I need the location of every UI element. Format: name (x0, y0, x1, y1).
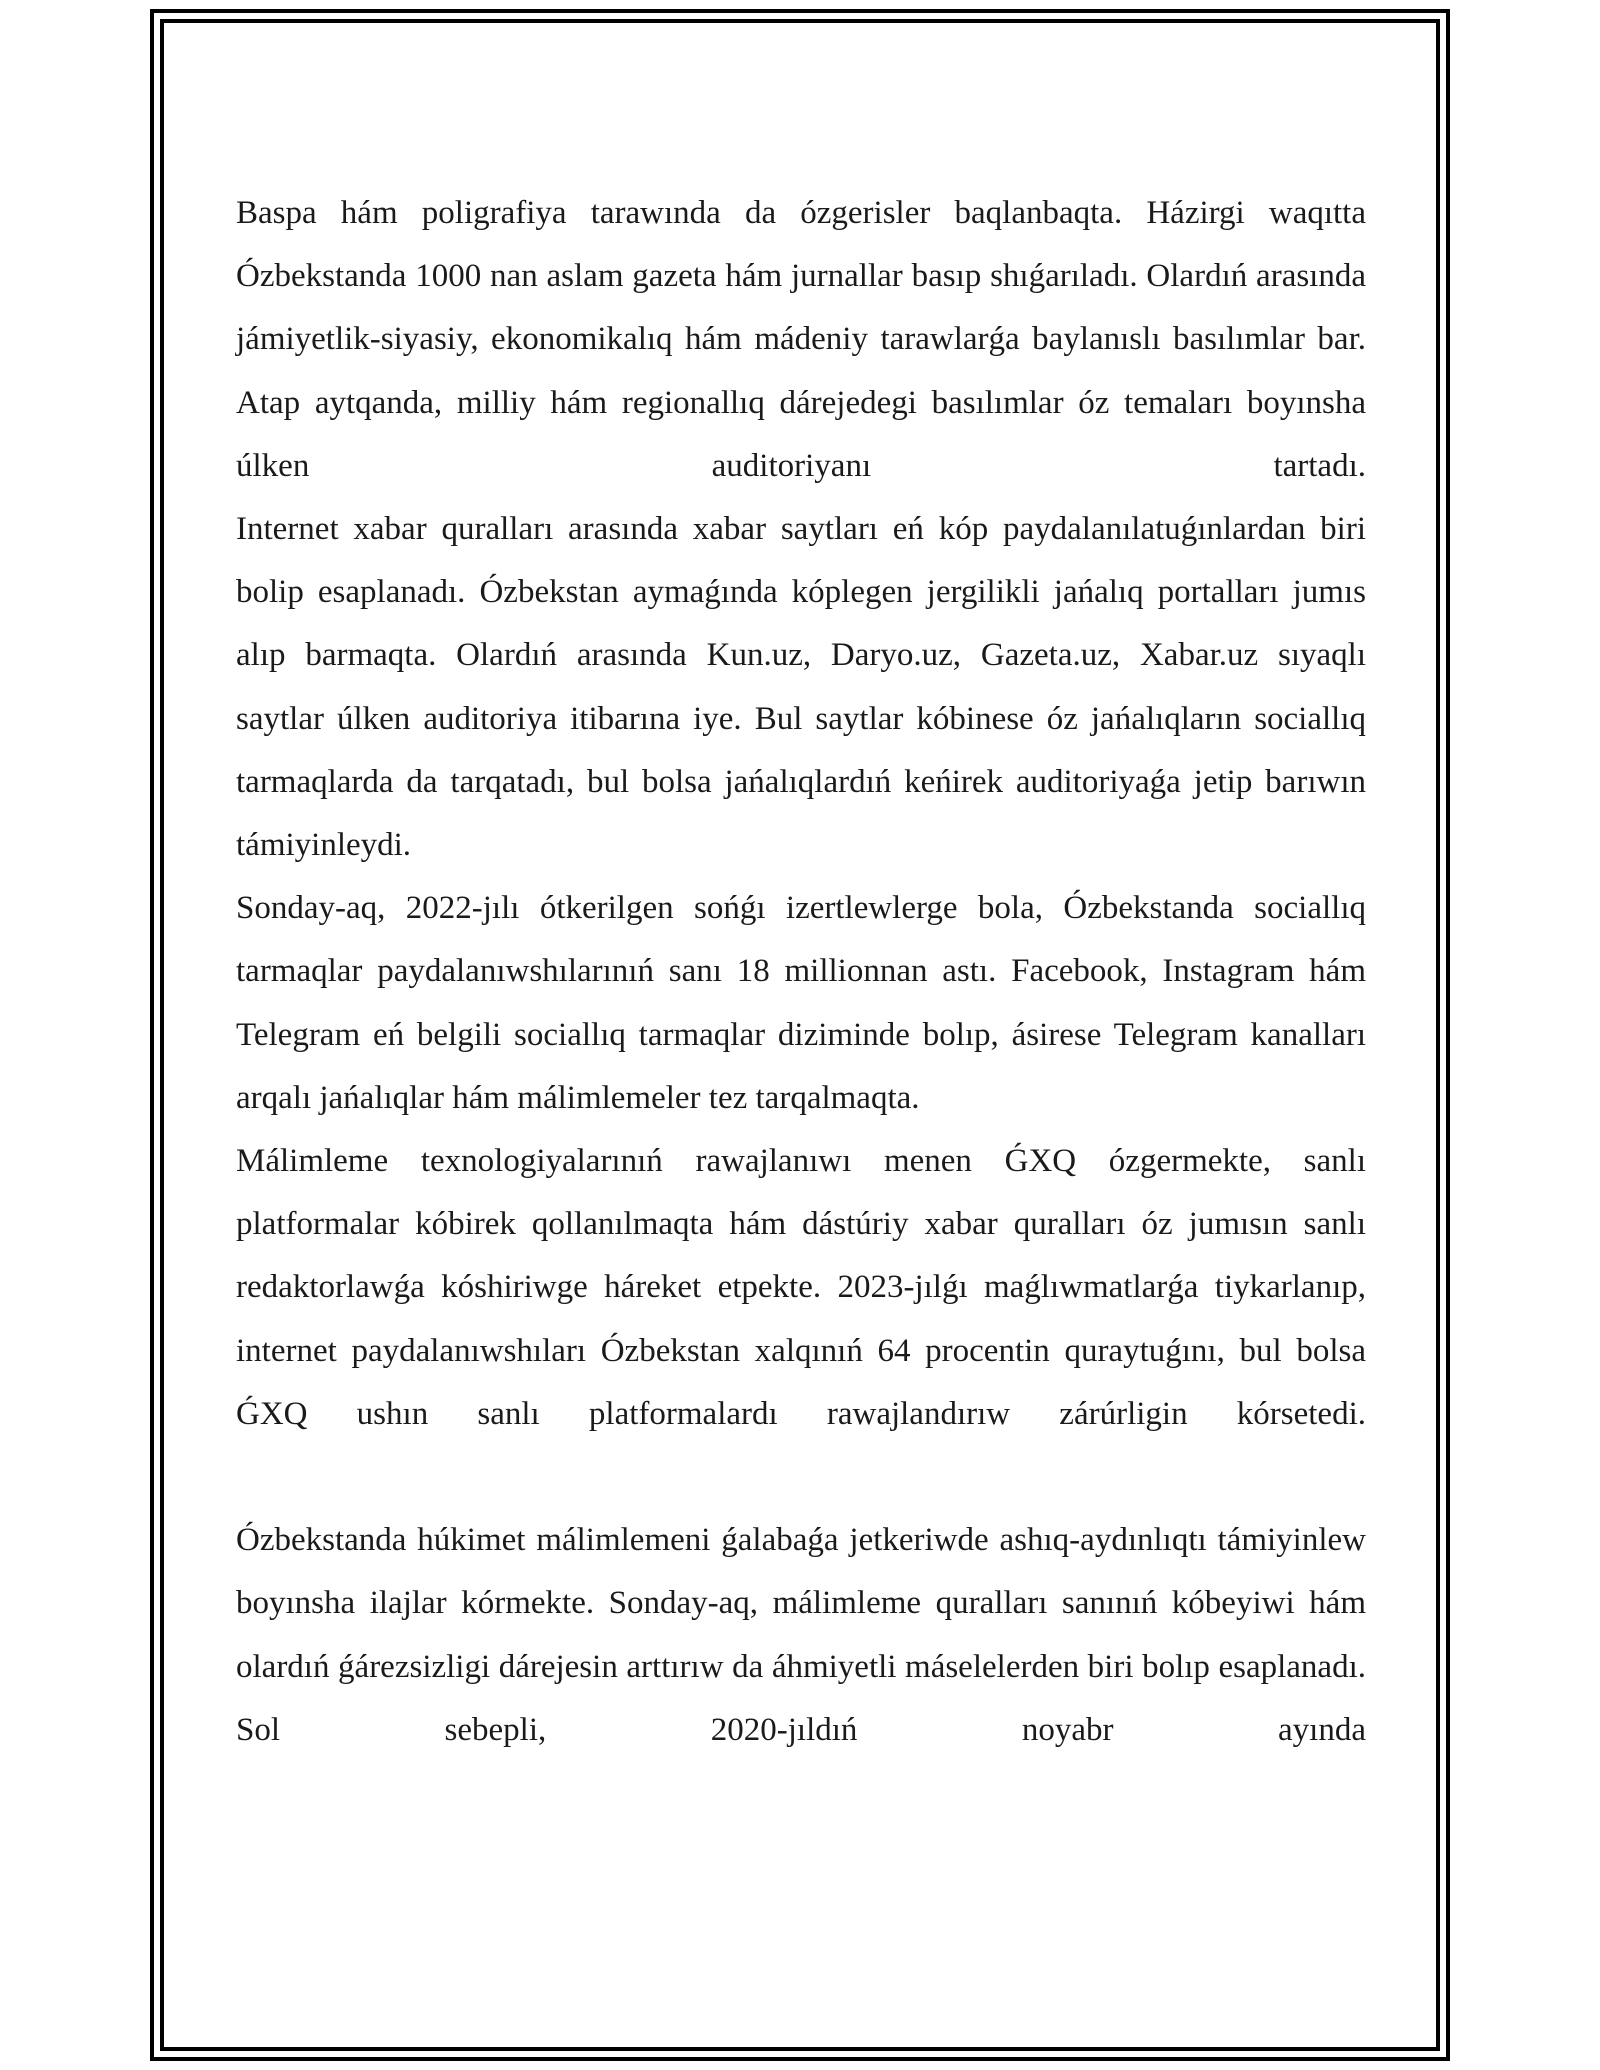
paragraph-social-networks: Sonday-aq, 2022-jılı ótkerilgen sońǵı izertlewlerge bola, Ózbekstanda sociallıq tarmaqlar paydalanıwshılarınıń sanı 18 millionnan astı. Facebook, Instagram hám Telegram eń belgili sociallıq tarmaqlar diziminde bolıp, ásirese Telegram kanalları arqalı jańalıqlar hám málimlemeler tez tarqalmaqta. (236, 890, 1366, 1116)
paragraph-government-transparency: Ózbekstanda húkimet málimlemeni ǵalabaǵa jetkeriwde ashıq-aydınlıqtı támiyinlew boyınsha ilajlar kórmekte. Sonday-aq, málimleme quralları sanınıń kóbeyiwi hám olardıń ǵárezsizligi dárejesin arttırıw da áhmiyetli máselelerden biri bolıp esaplanadı. Sol sebepli, 2020-jıldıń noyabr ayında (236, 1522, 1366, 1748)
paragraph-spacer (236, 1446, 1366, 1509)
paragraph-news-sites: Internet xabar quralları arasında xabar saytları eń kóp paydalanılatuǵınlardan biri bolip esaplanadı. Ózbekstan aymaǵında kóplegen jergilikli jańalıq portalları jumıs alıp barmaqta. Olardıń arasında Kun.uz, Daryo.uz, Gazeta.uz, Xabar.uz sıyaqlı saytlar úlken auditoriya itibarına iye. Bul saytlar kóbinese óz jańalıqların sociallıq tarmaqlarda da tarqatadı, bul bolsa jańalıqlardıń keńirek auditoriyaǵa jetip barıwın támiyinleydi. (236, 511, 1366, 864)
paragraph-print-media: Baspa hám poligrafiya tarawında da ózgerisler baqlanbaqta. Házirgi waqıtta Ózbekstanda 1000 nan aslam gazeta hám jurnallar basıp shıǵarıladı. Olardıń arasında jámiyetlik-siyasiy, ekonomikalıq hám mádeniy tarawlarǵa baylanıslı basılımlar bar. Atap aytqanda, milliy hám regionallıq dárejedegi basılımlar óz temaları boyınsha úlken auditoriyanı tartadı. (236, 195, 1366, 484)
paragraph-digital-platforms: Málimleme texnologiyalarınıń rawajlanıwı menen ǴXQ ózgermekte, sanlı platformalar kóbirek qollanılmaqta hám dástúriy xabar quralları óz jumısın sanlı redaktorlawǵa kóshiriwge háreket etpekte. 2023-jılǵı maǵlıwmatlarǵa tiykarlanıp, internet paydalanıwshıları Ózbekstan xalqınıń 64 procentin quraytuǵını, bul bolsa ǴXQ ushın sanlı platformalardı rawajlandırıw zárúrligin kórsetedi. (236, 1143, 1366, 1432)
document-body (236, 182, 1366, 1762)
